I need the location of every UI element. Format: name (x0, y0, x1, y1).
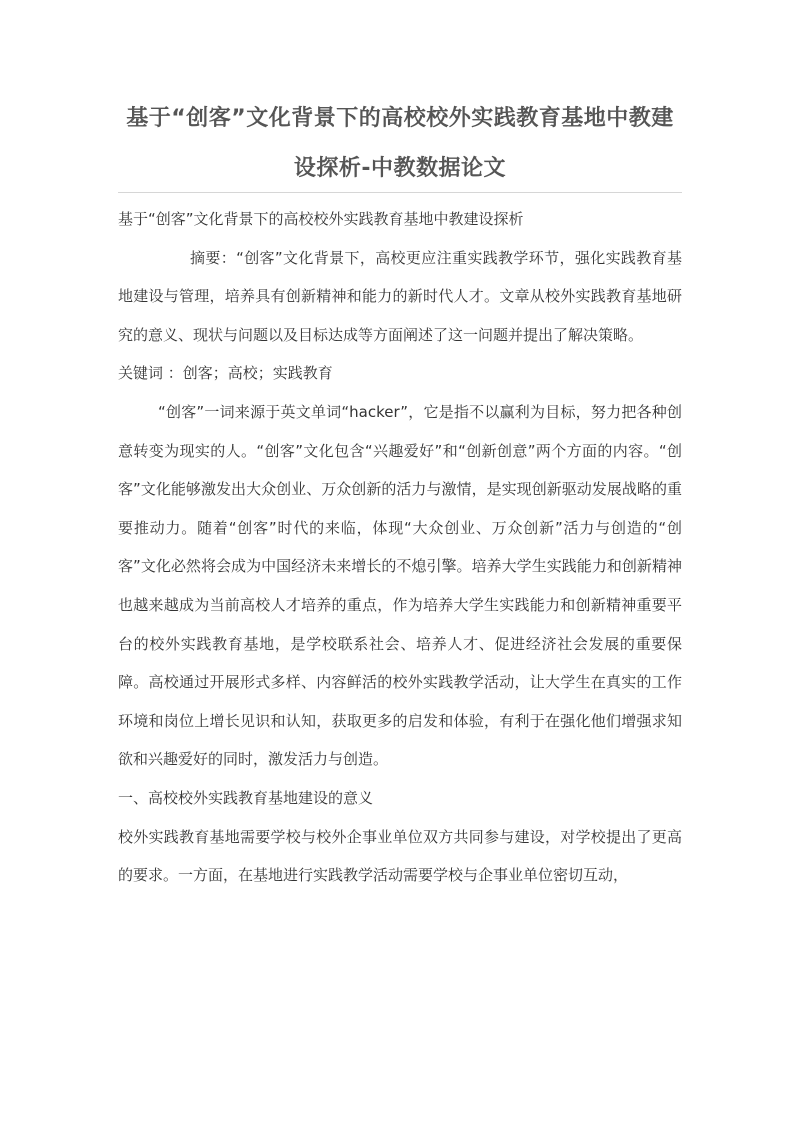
document-title: 基于“创客”文化背景下的高校校外实践教育基地中教建设探析-中教数据论文 (126, 106, 674, 181)
title-divider (118, 192, 682, 193)
abstract-paragraph: 摘要：“创客”文化背景下，高校更应注重实践教学环节，强化实践教育基地建设与管理，培养具有创新精神和能力的新时代人才。文章从校外实践教育基地研究的意义、现状与问题以及目标达成等方面阐述了这一问题并提出了解决策略。 (118, 248, 682, 344)
body-paragraph-1: “创客”一词来源于英文单词“hacker”，它是指不以赢利为目标，努力把各种创意转变为现实的人。“创客”文化包含“兴趣爱好”和“创新创意”两个方面的内容。“创客”文化能够激发出大众创业、万众创新的活力与激情，是实现创新驱动发展战略的重要推动力。随着“创客”时代的来临，体现“大众创业、万众创新”活力与创造的“创客”文化必然将会成为中国经济未来增长的不熄引擎。培养大学生实践能力和创新精神也越来越成为当前高校人才培养的重点，作为培养大学生实践能力和创新精神重要平台的校外实践教育基地，是学校联系社会、培养人才、促进经济社会发展的重要保障。高校通过开展形式多样、内容鲜活的校外实践教学活动，让大学生在真实的工作环境和岗位上增长见识和认知，获取更多的启发和体验，有利于在强化他们增强求知欲和兴趣爱好的同时，激发活力与创造。 (118, 402, 682, 769)
body-paragraph-2: 校外实践教育基地需要学校与校外企事业单位双方共同参与建设，对学校提出了更高的要求。一方面，在基地进行实践教学活动需要学校与企事业单位密切互动， (118, 827, 682, 885)
document-body (118, 200, 682, 895)
subtitle-line: 基于“创客”文化背景下的高校校外实践教育基地中教建设探析 (118, 210, 524, 228)
section-heading-1: 一、高校校外实践教育基地建设的意义 (118, 788, 374, 807)
keywords-line: 关键词 ：创客；高校；实践教育 (118, 364, 333, 383)
